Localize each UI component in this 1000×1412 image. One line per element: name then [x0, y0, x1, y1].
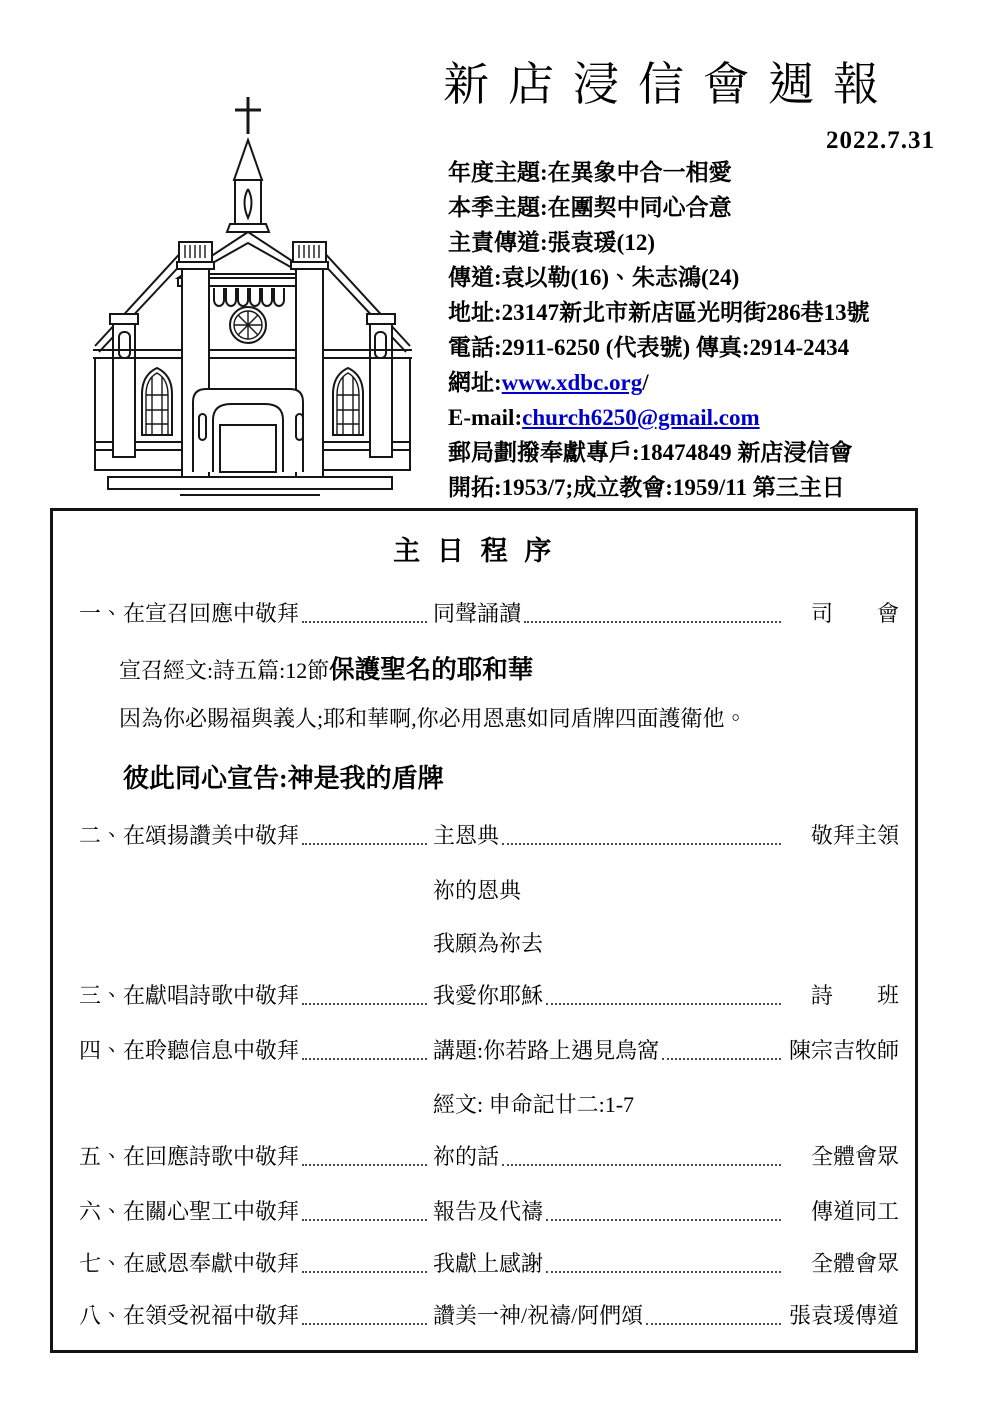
program-assignee: 張袁瑗傳道 [788, 1303, 899, 1328]
program-row [79, 820, 899, 850]
info-lead-pastor: 主責傳道:張袁瑗(12) [448, 230, 655, 255]
church-illustration [85, 92, 420, 507]
program-song-label: 講題:你若路上遇見鳥窩 [433, 1038, 660, 1063]
program-item-label: 一、在宣召回應中敬拜 [79, 601, 300, 626]
leader-dots [302, 1217, 427, 1221]
website-label: 網址: [448, 370, 502, 395]
info-annual-theme: 年度主題:在異象中合一相愛 [448, 160, 732, 185]
program-assignee: 敬拜主領 [810, 823, 899, 848]
info-email [448, 400, 988, 435]
program-song-label: 同聲誦讀 [433, 601, 522, 626]
program-assignee: 傳道同工 [810, 1199, 899, 1224]
program-row [79, 1300, 899, 1330]
eave-band [93, 350, 412, 358]
leader-dots [662, 1056, 781, 1060]
cross-icon [235, 97, 261, 134]
issue-date: 2022.7.31 [826, 127, 935, 154]
rose-window [230, 307, 266, 343]
program-row [79, 980, 899, 1010]
program-row [79, 1248, 899, 1278]
program-song-label: 主恩典 [433, 823, 500, 848]
leader-dots [302, 841, 427, 845]
program-assignee: 全體會眾 [810, 1144, 899, 1169]
info-postal-account: 郵局劃撥奉獻專戶:18474849 新店浸信會 [448, 440, 853, 465]
call-scripture-prefix: 宣召經文:詩五篇:12節 [119, 658, 330, 683]
info-website [448, 365, 988, 400]
program-assignee: 全體會眾 [810, 1251, 899, 1276]
sunday-program-box [50, 508, 918, 1353]
call-scripture-line [79, 650, 899, 682]
call-scripture-title: 保護聖名的耶和華 [329, 655, 534, 684]
program-item-label: 八、在領受祝福中敬拜 [79, 1303, 300, 1328]
call-verse-line: 因為你必賜福與義人;耶和華啊,你必用恩惠如同盾牌四面護衛他。 [119, 706, 747, 731]
program-song-label: 我愛你耶穌 [433, 983, 544, 1008]
sermon-scripture-line: 經文: 申命記廿二:1-7 [433, 1092, 635, 1117]
church-line-art-svg [85, 92, 420, 507]
program-assignee: 司 會 [810, 601, 899, 626]
program-row [79, 1196, 899, 1226]
leader-dots [302, 1321, 427, 1325]
program-song-label: 讚美一神/祝禱/阿們頌 [433, 1303, 644, 1328]
leader-dots [502, 841, 781, 845]
website-link[interactable]: www.xdbc.org [501, 370, 643, 395]
program-item-label: 五、在回應詩歌中敬拜 [79, 1144, 300, 1169]
info-address: 地址:23147新北市新店區光明街286巷13號 [448, 300, 870, 325]
leader-dots [302, 1162, 427, 1166]
leader-dots [502, 1162, 781, 1166]
program-item-label: 四、在聆聽信息中敬拜 [79, 1038, 300, 1063]
info-season-theme: 本季主題:在團契中同心合意 [448, 195, 732, 220]
page-title: 新店浸信會週報 [443, 59, 898, 110]
program-song-label: 報告及代禱 [433, 1199, 544, 1224]
info-phone-fax: 電話:2911-6250 (代表號) 傳真:2914-2434 [448, 335, 850, 360]
info-ministers: 傳道:袁以勒(16)、朱志鴻(24) [448, 265, 740, 290]
program-assignee: 陳宗吉牧師 [788, 1038, 899, 1063]
leader-dots [546, 1217, 781, 1221]
program-item-label: 三、在獻唱詩歌中敬拜 [79, 983, 300, 1008]
program-row [79, 598, 899, 628]
program-assignee: 詩 班 [810, 983, 899, 1008]
steeple [227, 140, 269, 232]
leader-dots [302, 1269, 427, 1273]
program-title: 主日程序 [393, 536, 569, 566]
hymn-extra-line: 我願為祢去 [433, 931, 544, 956]
leader-dots [302, 1056, 427, 1060]
church-info-block [448, 155, 988, 505]
leader-dots [546, 1001, 781, 1005]
hymn-extra-line: 祢的恩典 [433, 878, 522, 903]
base-steps [108, 477, 392, 495]
program-item-label: 七、在感恩奉獻中敬拜 [79, 1251, 300, 1276]
program-item-label: 六、在關心聖工中敬拜 [79, 1199, 300, 1224]
program-item-label: 二、在頌揚讚美中敬拜 [79, 823, 300, 848]
leader-dots [302, 1001, 427, 1005]
program-song-label: 我獻上感謝 [433, 1251, 544, 1276]
leader-dots [524, 619, 781, 623]
website-suffix: / [642, 370, 649, 395]
program-row [79, 1035, 899, 1065]
program-row [79, 1141, 899, 1171]
email-link[interactable]: church6250@gmail.com [522, 405, 760, 430]
scallop-frieze [214, 288, 284, 306]
info-founding: 開拓:1953/7;成立教會:1959/11 第三主日 [448, 475, 845, 500]
email-label: E-mail: [448, 405, 523, 430]
leader-dots [546, 1269, 781, 1273]
leader-dots [302, 619, 427, 623]
leader-dots [646, 1321, 781, 1325]
doorway [193, 389, 303, 472]
program-song-label: 祢的話 [433, 1144, 500, 1169]
declaration-line: 彼此同心宣告:神是我的盾牌 [123, 764, 444, 793]
